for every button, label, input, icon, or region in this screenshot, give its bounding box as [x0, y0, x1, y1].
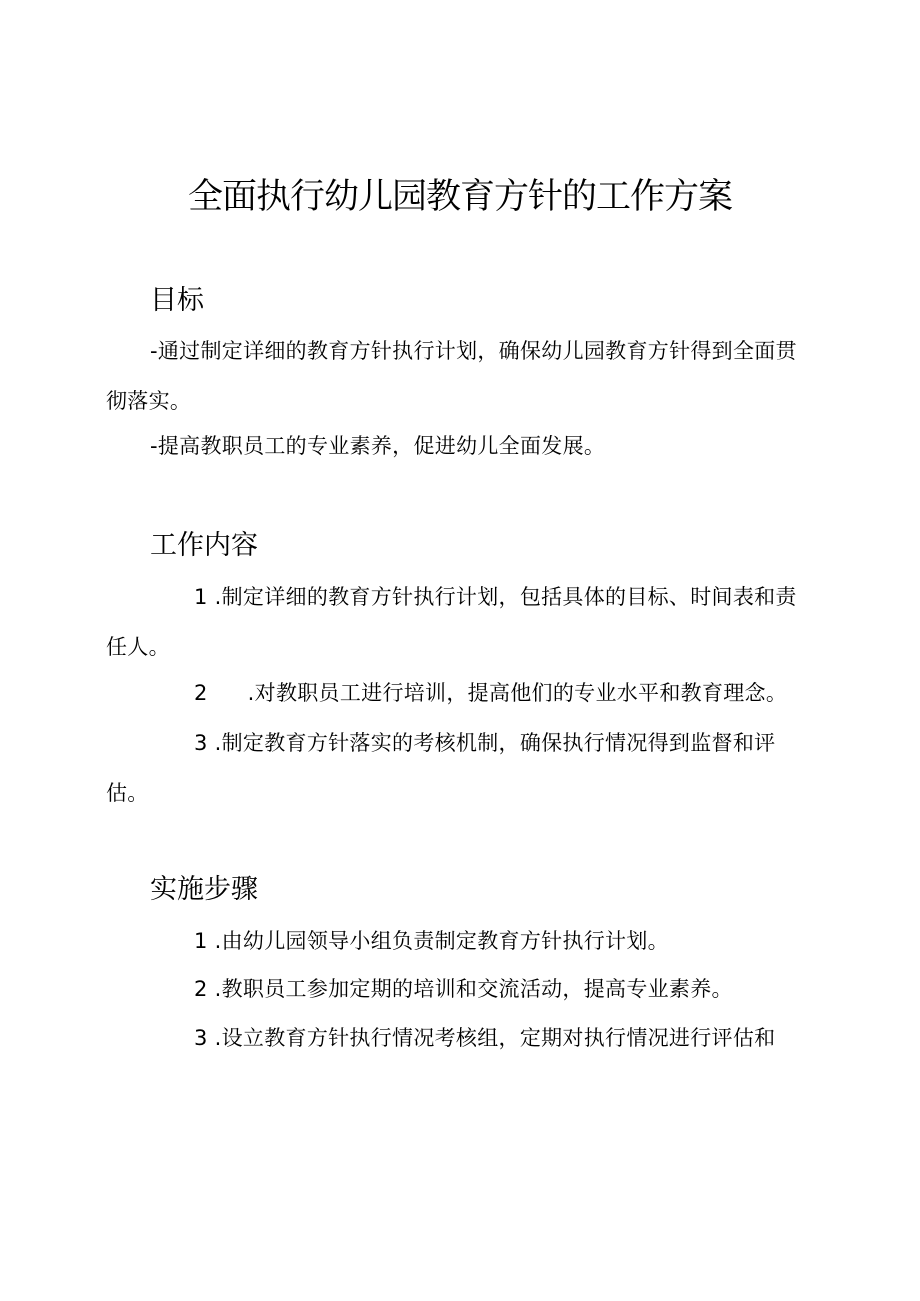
- item-number: 1: [194, 585, 208, 609]
- item-text: .制定教育方针落实的考核机制，确保执行情况得到监督和评估。: [106, 731, 776, 805]
- document-title: 全面执行幼儿园教育方针的工作方案: [187, 177, 732, 217]
- item-number: 2: [194, 977, 208, 1001]
- section-heading-implementation-steps: 实施步骤: [150, 874, 258, 905]
- item-number: 2: [194, 681, 208, 705]
- item-text: .由幼儿园领导小组负责制定教育方针执行计划。: [214, 929, 669, 953]
- work-content-item-2: [106, 668, 816, 718]
- goal-item-1: -通过制定详细的教育方针执行计划，确保幼儿园教育方针得到全面贯彻落实。: [106, 339, 797, 413]
- item-text: .设立教育方针执行情况考核组，定期对执行情况进行评估和: [214, 1026, 776, 1050]
- step-item-3: [106, 1013, 816, 1063]
- step-item-1: [106, 916, 816, 966]
- item-text: .教职员工参加定期的培训和交流活动，提高专业素养。: [214, 977, 733, 1001]
- goal-item-2: -提高教职员工的专业素养，促进幼儿全面发展。: [150, 434, 606, 458]
- section-heading-work-content: 工作内容: [150, 530, 258, 561]
- item-number: 1: [194, 929, 208, 953]
- work-content-item-1: [106, 572, 816, 672]
- work-content-item-3: [106, 718, 816, 818]
- item-text: .对教职员工进行培训，提高他们的专业水平和教育理念。: [247, 681, 788, 705]
- step-item-2: [106, 964, 816, 1014]
- item-number: 3: [194, 1026, 208, 1050]
- item-text: .制定详细的教育方针执行计划，包括具体的目标、时间表和责任人。: [106, 585, 797, 659]
- item-number: 3: [194, 731, 208, 755]
- section-heading-goals: 目标: [150, 285, 204, 316]
